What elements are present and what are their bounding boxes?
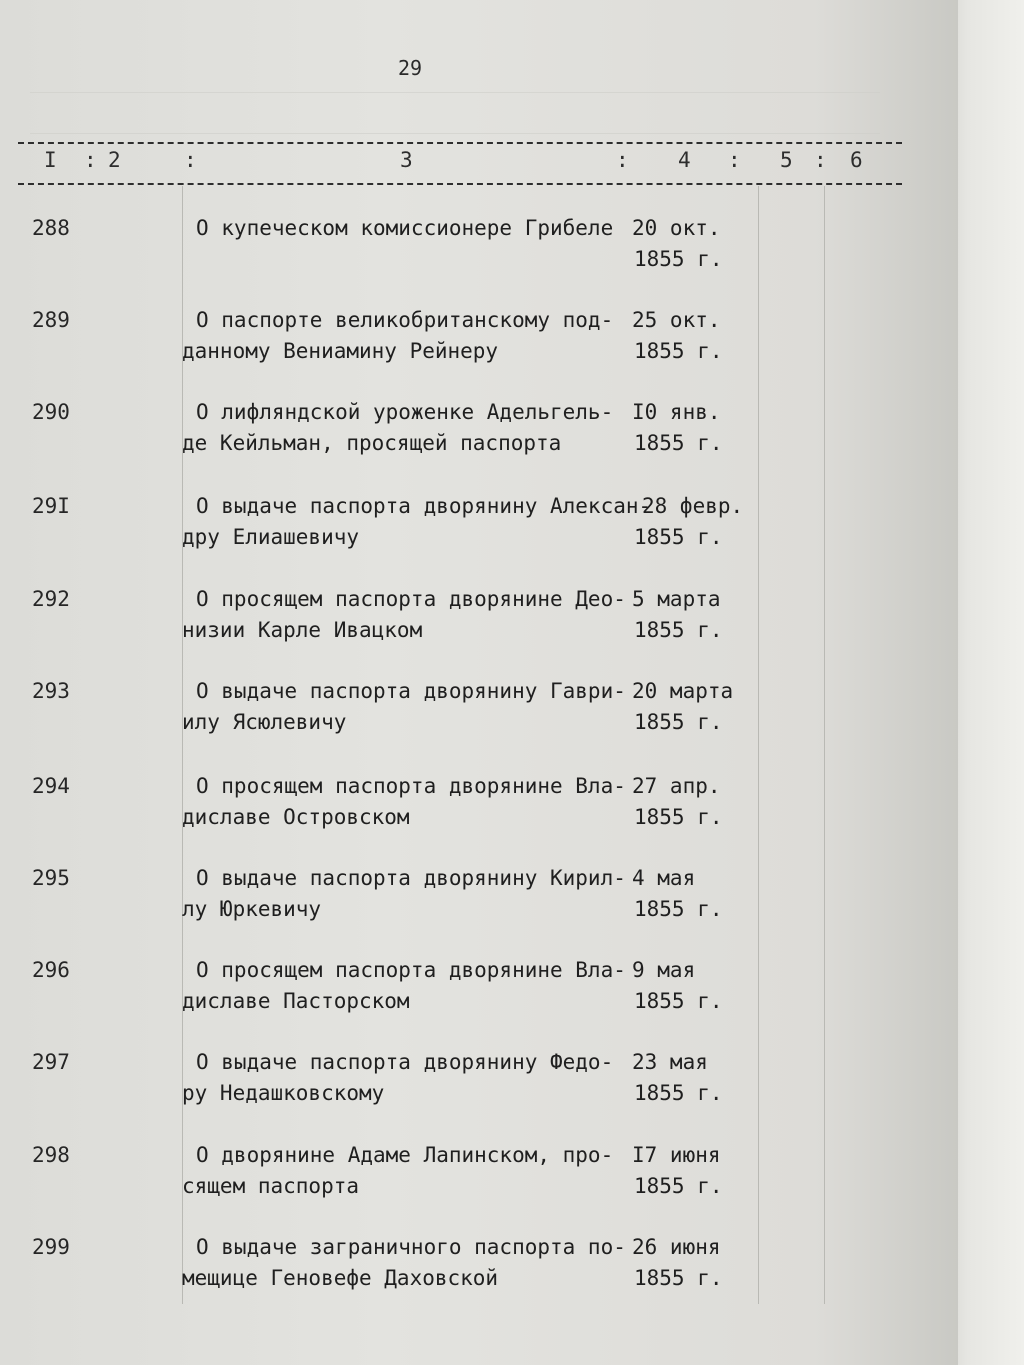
entry-number: 293	[32, 679, 70, 703]
entry-title-line-1: О просящем паспорта дворянине Вла-	[196, 958, 626, 982]
entry-year: 1855 г.	[634, 618, 723, 642]
entry-title-line-1: О паспорте великобританскому под-	[196, 308, 614, 332]
entry-number: 298	[32, 1143, 70, 1167]
list-item	[0, 1235, 900, 1315]
entry-title-line-1: О купеческом комиссионере Грибеле	[196, 216, 614, 240]
entry-title-line-1: О просящем паспорта дворянине Део-	[196, 587, 626, 611]
header-top-rule	[18, 142, 902, 144]
header-separator: :	[184, 148, 197, 172]
entry-year: 1855 г.	[634, 805, 723, 829]
list-item	[0, 400, 900, 480]
header-col-1: I	[44, 148, 57, 172]
entry-year: 1855 г.	[634, 1081, 723, 1105]
entry-year: 1855 г.	[634, 989, 723, 1013]
entry-date: 4 мая	[632, 866, 696, 890]
header-separator: :	[814, 148, 827, 172]
entry-title-line-2: илу Ясюлевичу	[182, 710, 347, 734]
entry-title-line-2: де Кейльман, просящей паспорта	[182, 431, 562, 455]
entry-number: 290	[32, 400, 70, 424]
entry-year: 1855 г.	[634, 1266, 723, 1290]
list-item	[0, 587, 900, 667]
entry-title-line-1: О выдаче паспорта дворянину Гаври-	[196, 679, 626, 703]
entry-date: I0 янв.	[632, 400, 721, 424]
entry-title-line-2: низии Карле Ивацком	[182, 618, 423, 642]
bleed-through-header	[30, 92, 880, 134]
list-item	[0, 308, 900, 388]
entry-title-line-1: О лифляндской уроженке Адельгель-	[196, 400, 614, 424]
entry-date: 23 мая	[632, 1050, 708, 1074]
entry-title-line-2: диславе Пасторском	[182, 989, 410, 1013]
entry-title-line-2: сящем паспорта	[182, 1174, 360, 1198]
list-item	[0, 1143, 900, 1223]
header-col-4: 4	[678, 148, 691, 172]
entry-title-line-1: О выдаче паспорта дворянину Федо-	[196, 1050, 614, 1074]
entry-title-line-2: мещице Геновефе Даховской	[182, 1266, 499, 1290]
entry-year: 1855 г.	[634, 431, 723, 455]
header-separator: :	[616, 148, 629, 172]
entry-title-line-2: дру Елиашевичу	[182, 525, 360, 549]
entry-date: 26 июня	[632, 1235, 721, 1259]
list-item	[0, 494, 900, 574]
entry-number: 292	[32, 587, 70, 611]
list-item	[0, 866, 900, 946]
entry-title-line-1: О выдаче заграничного паспорта по-	[196, 1235, 626, 1259]
entry-title-line-1: О выдаче паспорта дворянину Алексан-	[196, 494, 652, 518]
entry-date: 25 окт.	[632, 308, 721, 332]
list-item	[0, 679, 900, 759]
entry-number: 29I	[32, 494, 70, 518]
entry-title-line-2: ру Недашковскому	[182, 1081, 385, 1105]
header-col-3: 3	[400, 148, 413, 172]
entry-year: 1855 г.	[634, 247, 723, 271]
entry-year: 1855 г.	[634, 525, 723, 549]
entry-number: 296	[32, 958, 70, 982]
entry-year: 1855 г.	[634, 339, 723, 363]
entry-year: 1855 г.	[634, 897, 723, 921]
entry-number: 299	[32, 1235, 70, 1259]
entry-year: 1855 г.	[634, 710, 723, 734]
entry-date: 27 апр.	[632, 774, 721, 798]
entry-title-line-1: О выдаче паспорта дворянину Кирил-	[196, 866, 626, 890]
entry-number: 295	[32, 866, 70, 890]
entry-title-line-1: О просящем паспорта дворянине Вла-	[196, 774, 626, 798]
entry-number: 288	[32, 216, 70, 240]
entry-date: 5 марта	[632, 587, 721, 611]
entry-number: 297	[32, 1050, 70, 1074]
entry-title-line-2: диславе Островском	[182, 805, 410, 829]
header-col-2: 2	[108, 148, 121, 172]
entry-title-line-2: данному Вениамину Рейнеру	[182, 339, 499, 363]
header-separator: :	[84, 148, 97, 172]
entry-title-line-1: О дворянине Адаме Лапинском, про-	[196, 1143, 614, 1167]
entry-year: 1855 г.	[634, 1174, 723, 1198]
entry-date: 28 февр.	[642, 494, 744, 518]
header-separator: :	[728, 148, 741, 172]
entry-date: 9 мая	[632, 958, 696, 982]
list-item	[0, 774, 900, 854]
entry-date: 20 марта	[632, 679, 734, 703]
header-col-5: 5	[780, 148, 793, 172]
list-item	[0, 1050, 900, 1130]
header-col-6: 6	[850, 148, 863, 172]
entry-number: 289	[32, 308, 70, 332]
entry-date: 20 окт.	[632, 216, 721, 240]
list-item	[0, 216, 900, 296]
entry-date: I7 июня	[632, 1143, 721, 1167]
entry-number: 294	[32, 774, 70, 798]
header-bottom-rule	[18, 183, 902, 185]
entry-title-line-2: лу Юркевичу	[182, 897, 322, 921]
page-number: 29	[398, 56, 423, 80]
list-item	[0, 958, 900, 1038]
